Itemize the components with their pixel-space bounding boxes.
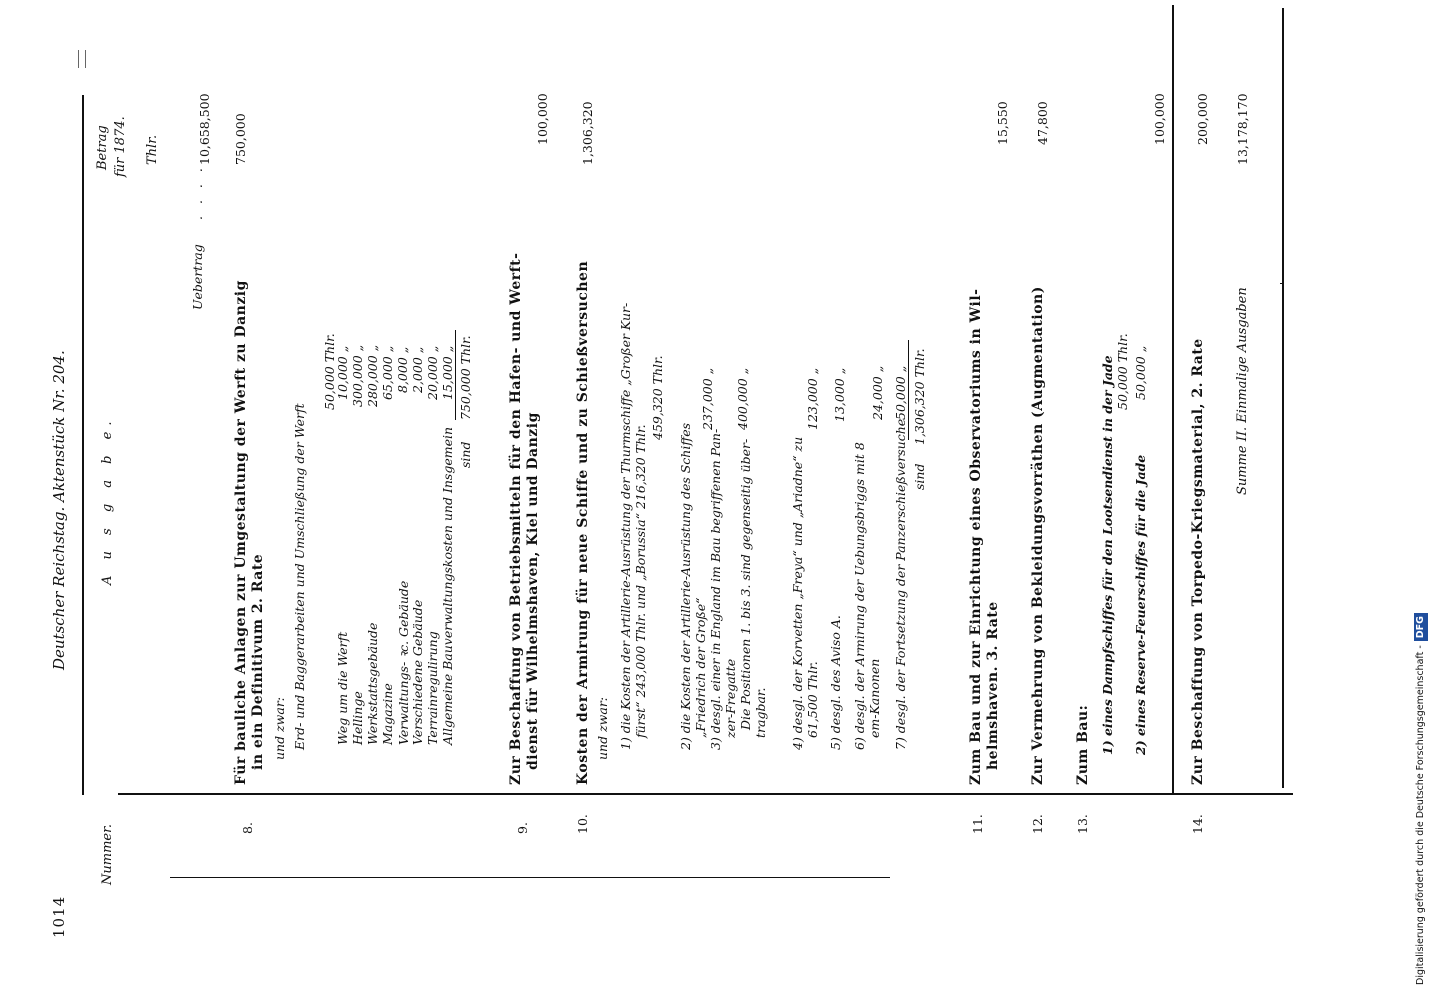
sub-label: Allgemeine Bauverwaltungskosten und Insgemein — [440, 426, 455, 745]
item-number: 13. — [1075, 814, 1090, 834]
sub-heading: Erd- und Baggerarbeiten und Umschließung der Werft — [292, 403, 307, 750]
subitem-value: 50,000 „ — [1133, 345, 1148, 400]
item-number: 9. — [515, 822, 530, 834]
subitem-value: 24,000 „ — [870, 365, 885, 420]
subitem-value: 459,320 Thlr. — [650, 355, 665, 440]
subitem-line: 61,500 Thlr. — [805, 661, 820, 738]
summary-amount: 13,178,170 — [1235, 93, 1250, 165]
item-title: Zur Vermehrung von Bekleidungsvorräthen (Augmentation) — [1030, 286, 1046, 785]
item-amount: 100,000 — [1152, 93, 1167, 145]
column-header-amount-1: Betrag — [95, 125, 110, 170]
subitem-line: „Friedrich der Große“ — [693, 597, 708, 738]
amount-column-rule — [1172, 5, 1174, 795]
item-intro: und zwar: — [272, 696, 287, 760]
sub-value: 300,000 „ — [350, 344, 365, 407]
item-number: 8. — [240, 822, 255, 834]
sub-value: 65,000 „ — [380, 345, 395, 400]
subitem-line: 2) die Kosten der Artillerie-Ausrüstung des Schiffes — [678, 422, 693, 750]
subitem-value: 123,000 „ — [805, 367, 820, 430]
sub-value: 2,000 „ — [410, 346, 425, 393]
sum-value: 1,306,320 Thlr. — [912, 348, 927, 445]
subitem-line: 4) desgl. der Korvetten „Freya“ und „Ariadne“ zu — [790, 436, 805, 750]
column-header-unit: Thlr. — [145, 134, 160, 165]
sub-value: 8,000 „ — [395, 346, 410, 393]
sub-value: 20,000 „ — [425, 345, 440, 400]
item-amount: 15,550 — [995, 101, 1010, 145]
subitem-line: 1) eines Dampfschiffes für den Lootsendienst in der Jade — [1100, 355, 1115, 755]
column-header-description: A u s g a b e. — [100, 415, 115, 585]
subitem-line: Die Positionen 1. bis 3. sind gegenseitig über- — [738, 438, 753, 730]
item-amount: 100,000 — [535, 93, 550, 145]
page-number: 1014 — [50, 895, 68, 938]
dfg-logo: DFG — [1414, 613, 1428, 641]
summary-label: Summe II. Einmalige Ausgaben — [1235, 287, 1250, 495]
carry-over-label: Uebertrag — [190, 244, 205, 310]
subitem-value: 237,000 „ — [700, 367, 715, 430]
item-number: 14. — [1190, 814, 1205, 834]
column-header-number: Nummer. — [100, 823, 115, 885]
number-column-rule — [118, 793, 1293, 795]
sum-label: sind — [458, 441, 473, 468]
subitem-line: 2) eines Reserve-Feuerschiffes für die Jade — [1133, 454, 1148, 755]
item-title: Zum Bau und zur Einrichtung eines Observatoriums in Wil- — [968, 288, 984, 785]
watermark-text: Digitalisierung gefördert durch die Deutsche Forschungsgemeinschaft - — [1415, 645, 1426, 985]
item-title: Zum Bau: — [1075, 704, 1091, 785]
subitem-line: 7) desgl. der Fortsetzung der Panzerschießversuche — [893, 418, 908, 750]
subitem-line: zer-Fregatte — [723, 658, 738, 738]
subitem-value: 50,000 „ — [893, 365, 908, 420]
item-amount: 47,800 — [1035, 101, 1050, 145]
sub-label: Werkstattsgebäude — [365, 622, 380, 745]
item-amount: 750,000 — [233, 113, 248, 165]
item-amount: 1,306,320 — [580, 101, 595, 165]
sub-label: Verschiedene Gebäude — [410, 599, 425, 745]
subitem-line: 5) desgl. des Aviso A. — [828, 615, 843, 750]
sub-label: Hellinge — [350, 691, 365, 745]
item-title-cont: in ein Definitivum 2. Rate — [250, 553, 266, 770]
sum-value: 750,000 Thlr. — [458, 335, 473, 420]
item-number: 11. — [970, 814, 985, 834]
sum-label: sind — [912, 463, 927, 490]
subitem-line: 3) desgl. einer in England im Bau begriffenen Pan- — [708, 428, 723, 750]
sub-value: 50,000 Thlr. — [322, 333, 337, 410]
sub-value: 10,000 „ — [335, 345, 350, 400]
item-number: 10. — [575, 814, 590, 834]
sub-label: Verwaltungs- ꝛc. Gebäude — [396, 580, 411, 745]
running-header: Deutscher Reichstag. Aktenstück Nr. 204. — [50, 350, 68, 670]
item-title: Für bauliche Anlagen zur Umgestaltung der Werft zu Danzig — [233, 280, 249, 785]
item-title: Zur Beschaffung von Torpedo-Kriegsmaterial, 2. Rate — [1190, 338, 1206, 785]
subitem-value: 13,000 „ — [832, 367, 847, 422]
subitem-line: em-Kanonen — [867, 658, 882, 738]
dfg-watermark — [1410, 5, 1432, 995]
sub-value: 15,000 „ — [440, 345, 455, 400]
item-number: 12. — [1030, 814, 1045, 834]
subitem-value: 50,000 Thlr. — [1115, 333, 1130, 410]
item-intro: und zwar: — [595, 696, 610, 760]
sub-value: 280,000 „ — [365, 344, 380, 407]
item-title-cont: helmshaven. 3. Rate — [985, 601, 1001, 770]
item-title: Zur Beschaffung von Betriebsmitteln für den Hafen- und Werft- — [508, 252, 524, 785]
item-title-cont: dienst für Wilhelmshaven, Kiel und Danzig — [525, 412, 541, 770]
subitem-line: fürst“ 243,000 Thlr. und „Borussia“ 216,320 Thlr. — [633, 424, 648, 738]
right-rule — [1282, 8, 1284, 788]
item-title: Kosten der Armirung für neue Schiffe und zu Schießversuchen — [575, 260, 591, 785]
subitem-line: tragbar. — [753, 687, 768, 738]
item-amount: 200,000 — [1195, 93, 1210, 145]
column-header-amount-2: für 1874. — [113, 116, 128, 177]
sub-label: Weg um die Werft — [335, 631, 350, 745]
top-rule — [82, 95, 84, 795]
subitem-line: 1) die Kosten der Artillerie-Ausrüstung der Thurmschiffe „Großer Kur- — [618, 302, 633, 750]
carry-over-amount: 10,658,500 — [197, 93, 212, 165]
document-page: 1014 Deutscher Reichstag. Aktenstück Nr. 204. Nummer. A u s g a b e. Betrag für 1874. Thlr. Uebertrag . . . . 10,658,500 8. Für bauliche Anlagen zur Umgestaltung der Werft zu Danzig in ein Definitivum 2. Rate 750,000 und zwar: Erd- und Baggerarbeiten und Umschließung der Werft 50,000 Thlr. Weg um die Werft 10,000 „ Hellinge 300,000 „ Werkstattsgebäude 280,000 „ Magazine 65,000 „ Verwaltungs- ꝛc. Gebäude 8,000 „ Verschiedene Gebäude 2,000 „ Terrainregulirung 20,000 „ Allgemeine Bauverwaltungskosten und Insgemein 15,000 „ sind 750,000 Thlr. 9. Zur Beschaffung von Betriebsmitteln für den Hafen- und Werft- dienst für Wilhelmshaven, Kiel und Danzig 100,000 10. Kosten der Armirung für neue Schiffe und zu Schießversuchen 1,306,320 und zwar: 1) die Kosten der Artillerie-Ausrüstung der Thurmschiffe „Großer Kur- fürst“ 243,000 Thlr. und „Borussia“ 216,320 Thlr. 459,320 Thlr. 2) die Kosten der Artillerie-Ausrüstung des Schiffes „Friedrich der Große“ 237,000 „ 3) desgl. einer in England im Bau begriffenen Pan- zer-Fregatte Die Positionen 1. bis 3. sind gegenseitig über- tragbar. 400,000 „ 4) desgl. der Korvetten „Freya“ und „Ariadne“ zu 61,500 Thlr. 123,000 „ 5) desgl. des Aviso A. 13,000 „ 6) desgl. der Armirung der Uebungsbriggs mit 8 em-Kanonen 24,000 „ 7) desgl. der Fortsetzung der Panzerschießversuche 50,000 „ sind 1,306,320 Thlr. 11. Zum Bau und zur Einrichtung eines Observatoriums in Wil- helmshaven. 3. Rate 15,550 12. Zur Vermehrung von Bekleidungsvorräthen (Augmentation) 47,800 13. Zum Bau: 1) eines Dampfschiffes für den Lootsendienst in der Jade 50,000 Thlr. 2) eines Reserve-Feuerschiffes für die Jade 50,000 „ 100,000 14. Zur Beschaffung von Torpedo-Kriegsmaterial, 2. Rate 200,000 Summe II. Einmalige Ausgaben 13,178,170 — [0, 0, 1400, 1000]
subitem-line: 6) desgl. der Armirung der Uebungsbriggs mit 8 — [852, 442, 867, 750]
row-rule — [170, 877, 890, 878]
sub-label: Magazine — [380, 683, 395, 745]
subitem-value: 400,000 „ — [735, 367, 750, 430]
sub-label: Terrainregulirung — [425, 631, 440, 745]
